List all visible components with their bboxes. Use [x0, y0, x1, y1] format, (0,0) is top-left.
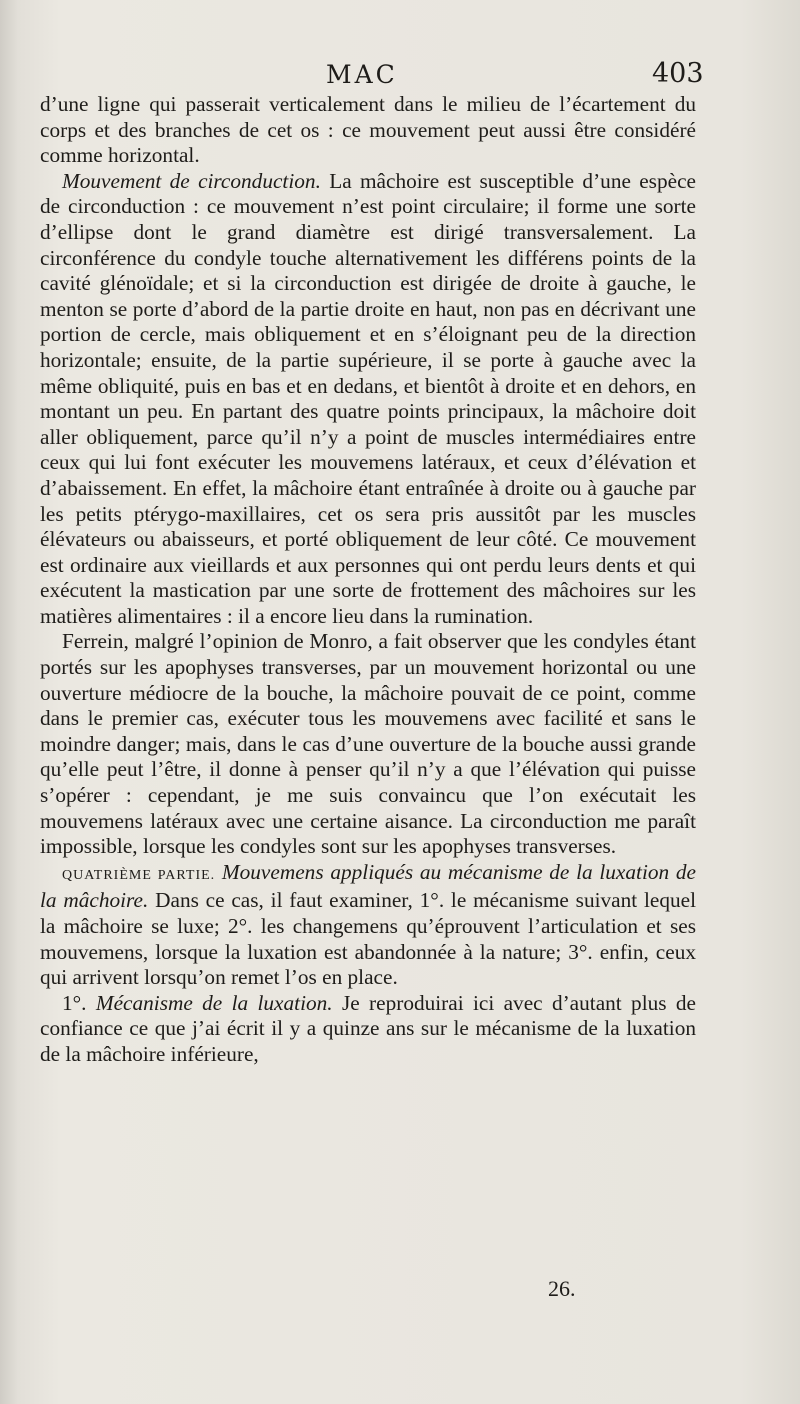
section-title-luxation-mouvemens: Mouvemens appliqués au mécanisme de la luxation de la mâchoire. [40, 859, 696, 913]
paragraph-3 [40, 629, 696, 859]
paragraph-1 [40, 92, 696, 169]
paragraph-5-number: 1°. [62, 990, 87, 1015]
paragraph-4-text: Dans ce cas, il faut examiner, 1°. le mécanisme suivant lequel la mâchoire se luxe; 2°. les changemens qu’éprouvent l’articulation et ses mouvemens, lorsque la luxation est abandonnée à la nature; 3°. enfin, ceux qui arrivent lorsqu’on remet l’os en place. [40, 888, 696, 990]
page-header [0, 56, 800, 96]
page-number: 403 [652, 58, 704, 89]
paragraph-2-text: La mâchoire est susceptible d’une espèce de circonduction : ce mouvement n’est point circulaire; il forme une sorte d’ellipse dont le grand diamètre est dirigé transversalement. La circonférence du condyle touche alternativement les différens points de la cavité glénoïdale; et si la circonduction est dirigée de droite à gauche, le menton se porte d’abord de la partie droite en haut, non pas en décrivant une portion de cercle, mais obliquement et en s’éloignant peu de la direction horizontale; ensuite, de la partie supérieure, il se porte à gauche avec la même obliquité, puis en bas et en dedans, et bientôt à droite et en dehors, en montant un peu. En partant des quatre points principaux, la mâchoire doit aller obliquement, parce qu’il n’y a point de muscles intermédiaires entre ceux qui lui font exécuter les mouvemens latéraux, et ceux d’élévation et d’abaissement. En effet, la mâchoire étant entraînée à droite ou à gauche par les petits ptérygo-maxillaires, cet os sera pris aussitôt par les muscles élévateurs ou abaisseurs, et porté obliquement de leur côté. Ce mouvement est ordinaire aux vieillards et aux personnes qui ont perdu leurs dents et qui exécutent la mastication par une sorte de frottement des mâchoires sur les matières alimentaires : il a encore lieu dans la rumination. [40, 168, 696, 628]
paragraph-5 [40, 991, 696, 1068]
signature-mark: 26. [548, 1276, 576, 1301]
section-title-circonduction: Mouvement de circonduction. [62, 168, 321, 193]
paragraph-1-text: d’une ligne qui passerait verticalement dans le milieu de l’écartement du corps et des branches de cet os : ce mouvement peut aussi être considéré comme horizontal. [40, 92, 696, 168]
section-title-mecanisme: Mécanisme de la luxation. [86, 990, 333, 1015]
part-label: QUATRIÈME PARTIE. [62, 867, 216, 883]
body-text [40, 92, 696, 1068]
paragraph-4 [40, 860, 696, 991]
paragraph-3-text: Ferrein, malgré l’opinion de Monro, a fait observer que les condyles étant portés sur les apophyses transverses, par un mouvement horizontal ou une ouverture médiocre de la bouche, la mâchoire pouvait de ce point, comme dans le premier cas, exécuter tous les mouvemens avec facilité et sans le moindre danger; mais, dans le cas d’une ouverture de la bouche aussi grande qu’elle peut l’être, il donne à penser qu’il n’y a que l’élévation qui puisse s’opérer : cependant, je me suis convaincu que l’on exécutait les mouvemens latéraux avec une certaine aisance. La circonduction me paraît impossible, lorsque les condyles sont sur les apophyses transverses. [40, 629, 696, 859]
running-head: MAC [326, 60, 398, 89]
paragraph-2 [40, 169, 696, 630]
paragraph-5-text: Je reproduirai ici avec d’autant plus de confiance ce que j’ai écrit il y a quinze ans sur le mécanisme de la luxation de la mâchoire inférieure, [40, 990, 696, 1066]
